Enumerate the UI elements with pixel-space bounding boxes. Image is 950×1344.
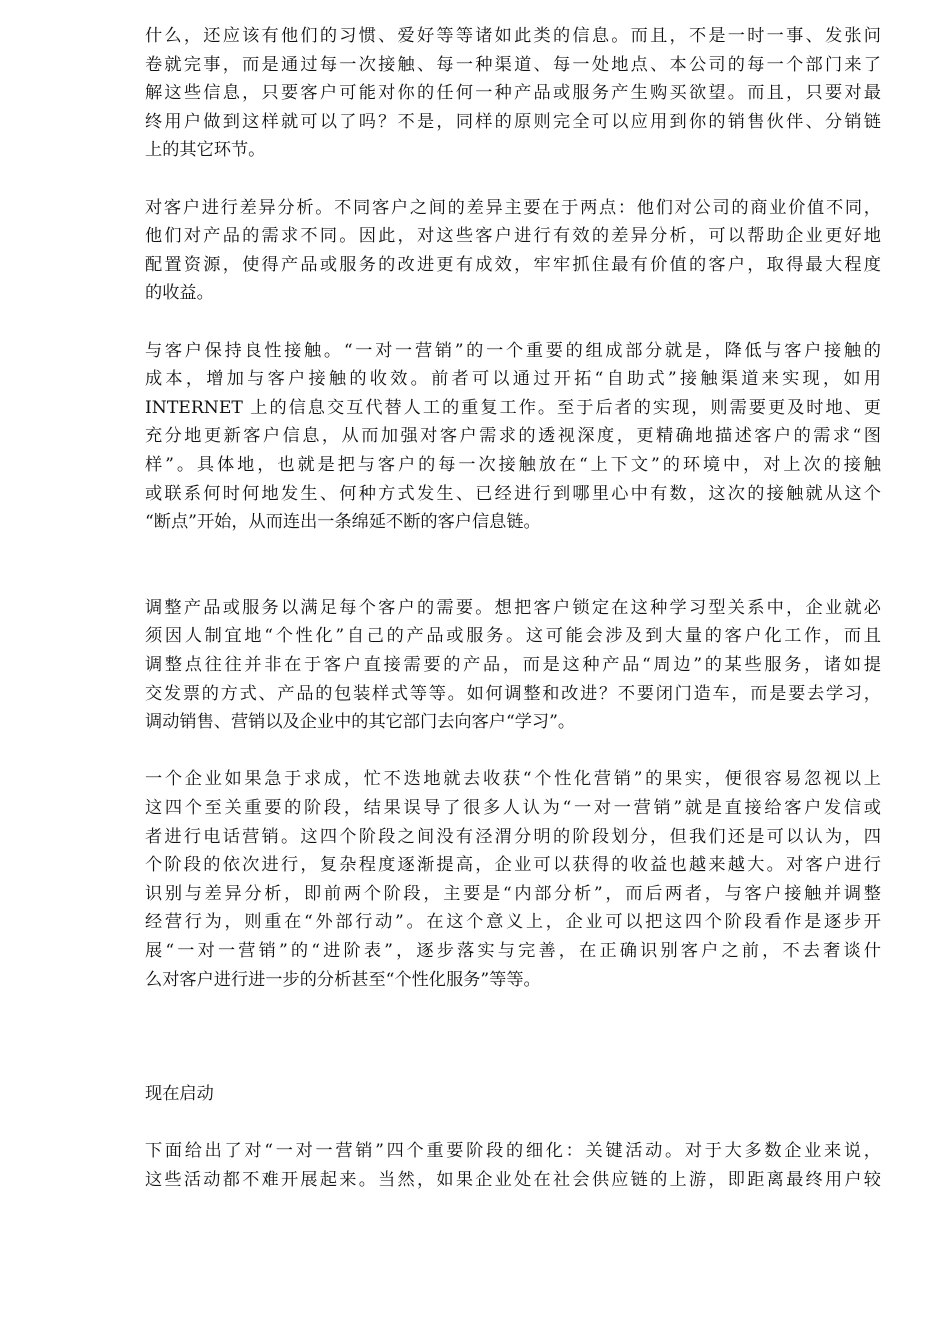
text-line: 成本，增加与客户接触的收效。前者可以通过开拓“自助式”接触渠道来实现，如用 [145, 369, 881, 390]
text-line: 调动销售、营销以及企业中的其它部门去向客户“学习”。 [145, 712, 576, 733]
paragraph-spacer [145, 165, 881, 194]
text-line: 识别与差异分析，即前两个阶段，主要是“内部分析”，而后两者，与客户接触并调整 [145, 883, 881, 904]
text-line: 调整产品或服务以满足每个客户的需要。想把客户锁定在这种学习型关系中，企业就必 [145, 597, 881, 618]
text-line: 么对客户进行进一步的分析甚至“个性化服务”等等。 [145, 969, 541, 990]
body-paragraph [145, 1137, 881, 1194]
text-line: 解这些信息，只要客户可能对你的任何一种产品或服务产生购买欲望。而且，只要对最 [145, 83, 881, 104]
text-line: 须因人制宜地“个性化”自己的产品或服务。这可能会涉及到大量的客户化工作，而且 [145, 626, 881, 647]
text-line: 或联系何时何地发生、何种方式发生、已经进行到哪里心中有数，这次的接触就从这个 [145, 483, 881, 504]
text-line: 卷就完事，而是通过每一次接触、每一种渠道、每一处地点、本公司的每一个部门来了 [145, 54, 881, 75]
text-line: 对客户进行差异分析。不同客户之间的差异主要在于两点：他们对公司的商业价值不同， [145, 197, 881, 218]
text-line: 这些活动都不难开展起来。当然，如果企业处在社会供应链的上游，即距离最终用户较 [145, 1169, 881, 1190]
body-paragraph [145, 337, 881, 537]
text-line: 他们对产品的需求不同。因此，对这些客户进行有效的差异分析，可以帮助企业更好地 [145, 226, 881, 247]
paragraph-spacer [145, 737, 881, 766]
section-heading-text: 现在启动 [145, 1083, 214, 1104]
text-line: 这四个至关重要的阶段，结果误导了很多人认为“一对一营销”就是直接给客户发信或 [145, 798, 881, 819]
text-line: 样”。具体地，也就是把与客户的每一次接触放在“上下文”的环境中，对上次的接触 [145, 454, 881, 475]
text-line: 交发票的方式、产品的包装样式等等。如何调整和改进？不要闭门造车，而是要去学习， [145, 683, 881, 704]
text-line: 一个企业如果急于求成，忙不迭地就去收获“个性化营销”的果实，便很容易忽视以上 [145, 769, 881, 790]
text-line: 个阶段的依次进行，复杂程度逐渐提高，企业可以获得的收益也越来越大。对客户进行 [145, 855, 881, 876]
text-line: 上的其它环节。 [145, 140, 266, 161]
text-line: 调整点往往并非在于客户直接需要的产品，而是这种产品“周边”的某些服务，诸如提 [145, 655, 881, 676]
document-page [145, 22, 881, 1194]
text-line: 展“一对一营销”的“进阶表”，逐步落实与完善，在正确识别客户之前，不去奢谈什 [145, 941, 881, 961]
body-paragraph [145, 594, 881, 737]
text-line: 下面给出了对“一对一营销”四个重要阶段的细化：关键活动。对于大多数企业来说， [145, 1141, 881, 1162]
body-paragraph [145, 194, 881, 308]
text-line: 充分地更新客户信息，从而加强对客户需求的透视深度，更精确地描述客户的需求“图 [145, 426, 881, 447]
body-paragraph [145, 765, 881, 994]
text-line: 与客户保持良性接触。“一对一营销”的一个重要的组成部分就是，降低与客户接触的 [145, 340, 881, 361]
text-line: 终用户做到这样就可以了吗？不是，同样的原则完全可以应用到你的销售伙伴、分销链 [145, 111, 881, 132]
text-line: INTERNET 上的信息交互代替人工的重复工作。至于后者的实现，则需要更及时地、更 [145, 397, 881, 418]
paragraph-spacer [145, 1109, 881, 1138]
text-line: “断点”开始，从而连出一条绵延不断的客户信息链。 [145, 512, 541, 533]
paragraph-spacer [145, 308, 881, 337]
body-paragraph [145, 22, 881, 165]
text-line: 配置资源，使得产品或服务的改进更有成效，牢牢抓住最有价值的客户，取得最大程度 [145, 254, 881, 275]
text-line: 的收益。 [145, 283, 214, 304]
text-line: 者进行电话营销。这四个阶段之间没有泾渭分明的阶段划分，但我们还是可以认为，四 [145, 826, 881, 847]
text-line: 什么，还应该有他们的习惯、爱好等等诸如此类的信息。而且，不是一时一事、发张问 [145, 26, 881, 46]
paragraph-spacer [145, 994, 881, 1080]
paragraph-spacer [145, 537, 881, 594]
section-heading [145, 1080, 881, 1109]
text-line: 经营行为，则重在“外部行动”。在这个意义上，企业可以把这四个阶段看作是逐步开 [145, 912, 881, 933]
